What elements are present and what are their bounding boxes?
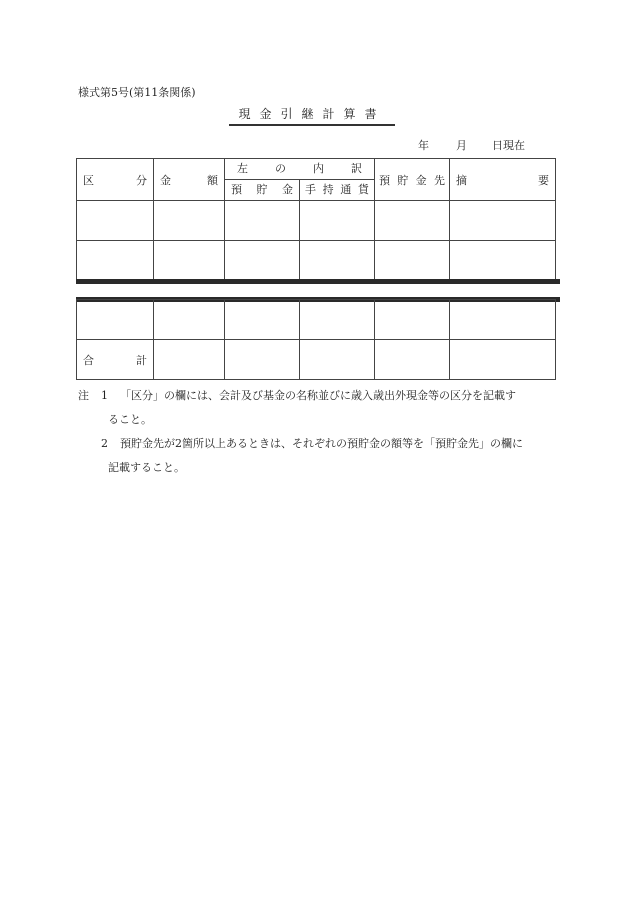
total-row [77,340,556,380]
note-number: 1 [101,389,108,402]
header-uchiwake: 左 の 内 訳 [225,159,375,180]
note-text: 預貯金先が2箇所以上あるときは、それぞれの預貯金の額等を「預貯金先」の欄に [120,437,523,450]
header-temochi: 手 持 通 貨 [300,180,375,201]
form-number: 様式第5号(第11条関係) [78,86,196,99]
notes [78,384,558,480]
header-kubun: 区 分 [77,159,154,201]
date-month-label: 月 [456,139,467,152]
header-yochokin: 預 貯 金 [225,180,300,201]
note-number: 2 [101,437,108,450]
header-kingaku: 金 額 [154,159,225,201]
note-text-continued: 記載すること。 [108,461,185,474]
date-day-label: 日現在 [492,139,525,152]
note-text-continued: ること。 [108,413,152,426]
header-yochokinsaki: 預 貯 金 先 [375,159,450,201]
cash-table-top [76,158,556,281]
note-label: 注 [78,389,89,402]
total-label: 合 計 [77,340,154,380]
note-1 [78,384,558,432]
table-break-line-top [76,279,560,284]
date-year-label: 年 [418,139,429,152]
table-row [77,300,556,340]
table-row [77,241,556,281]
note-2 [78,432,558,480]
header-tekiyo: 摘 要 [450,159,556,201]
note-text: 「区分」の欄には、会計及び基金の名称並びに歳入歳出外現金等の区分を記載す [120,389,516,402]
document-title: 現金引継計算書 [229,106,395,126]
table-row [77,201,556,241]
cash-table-bottom [76,299,556,380]
